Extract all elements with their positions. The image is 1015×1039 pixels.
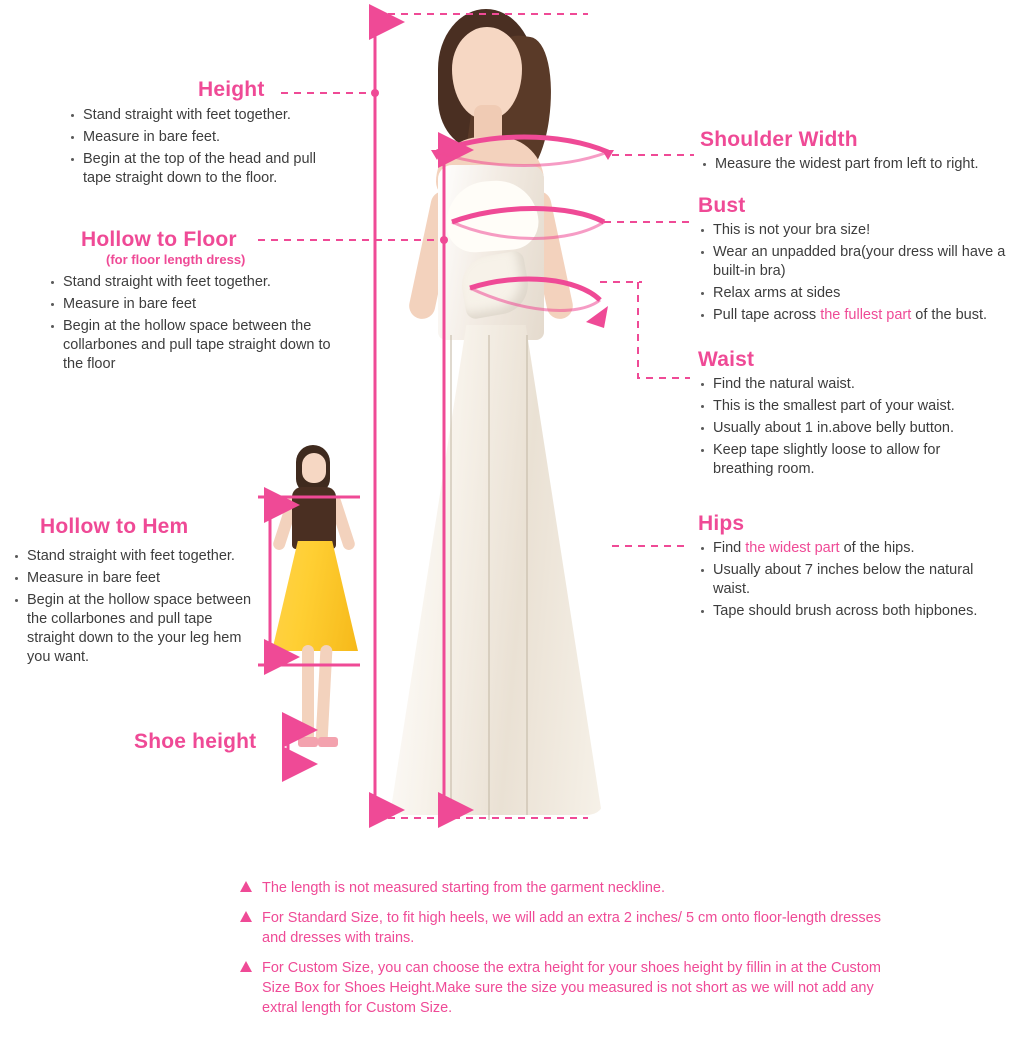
hips-bullets — [698, 539, 1003, 621]
height-bullets — [68, 106, 348, 188]
hollow-to-hem-bullets — [12, 547, 257, 667]
list-item: Measure in bare feet. — [68, 128, 348, 147]
waist-title: Waist — [698, 348, 755, 371]
model-skirt-fold — [450, 335, 452, 815]
list-item: Measure in bare feet — [48, 295, 333, 314]
model-long-dress — [380, 5, 620, 825]
small-model-leg-left — [302, 645, 314, 745]
small-model-torso — [292, 487, 336, 549]
hips-first-highlight: the widest part — [745, 540, 840, 556]
warning-triangle-icon — [240, 881, 252, 892]
note-text: For Standard Size, to fit high heels, we will add an extra 2 inches/ 5 cm onto floor-length dresses and dresses with trains. — [262, 910, 881, 946]
shoe-height-title: Shoe height — [134, 730, 257, 753]
model-short-dress — [256, 445, 376, 765]
small-model-shoe-right — [318, 737, 338, 747]
hollow-to-floor-title: Hollow to Floor — [81, 228, 237, 251]
model-skirt-fold — [526, 335, 528, 815]
list-item: Begin at the hollow space between the collarbones and pull tape straight down to the floor — [48, 317, 333, 374]
list-item: Measure in bare feet — [12, 569, 257, 588]
section-shoulder-width — [700, 128, 1010, 177]
section-waist — [698, 348, 1003, 482]
hollow-to-floor-subtitle: (for floor length dress) — [106, 252, 246, 267]
hips-first-post: of the hips. — [839, 540, 915, 556]
list-item: Find the natural waist. — [698, 375, 1003, 394]
section-shoe-height — [134, 730, 256, 754]
bust-title: Bust — [698, 194, 746, 217]
hips-title: Hips — [698, 512, 745, 535]
section-hollow-to-hem — [12, 515, 257, 670]
small-model-skirt — [272, 541, 358, 651]
list-item-hips-widest — [698, 539, 1003, 558]
list-item: Usually about 7 inches below the natural waist. — [698, 561, 1003, 599]
small-model-shoe-left — [298, 737, 318, 747]
section-height — [68, 78, 348, 191]
note-item — [240, 878, 900, 898]
list-item: Begin at the hollow space between the collarbones and pull tape straight down to the your leg hem you want. — [12, 591, 257, 667]
list-item: Relax arms at sides — [698, 284, 1010, 303]
bust-last-highlight: the fullest part — [820, 307, 912, 323]
note-text: For Custom Size, you can choose the extra height for your shoes height by fillin in at the Custom Size Box for Shoes Height.Make sure the size you measured is not short as we will not add any extral length for Custom Size. — [262, 960, 881, 1016]
list-item-bust-fullest — [698, 306, 1010, 325]
shoulder-width-bullets — [700, 155, 1010, 174]
warning-triangle-icon — [240, 961, 252, 972]
note-text: The length is not measured starting from the garment neckline. — [262, 880, 665, 896]
bust-bullets — [698, 221, 1010, 325]
list-item: This is not your bra size! — [698, 221, 1010, 240]
list-item: Usually about 1 in.above belly button. — [698, 419, 1003, 438]
footer-notes — [240, 878, 900, 1028]
note-item — [240, 958, 900, 1018]
list-item: Tape should brush across both hipbones. — [698, 602, 1003, 621]
waist-bullets — [698, 375, 1003, 479]
bust-last-pre: Pull tape across — [713, 307, 821, 323]
section-bust — [698, 194, 1010, 328]
list-item: Wear an unpadded bra(your dress will have a built-in bra) — [698, 243, 1010, 281]
list-item: Stand straight with feet together. — [12, 547, 257, 566]
hollow-to-floor-bullets — [48, 273, 333, 374]
list-item: Begin at the top of the head and pull tape straight down to the floor. — [68, 150, 348, 188]
shoulder-width-title: Shoulder Width — [700, 128, 858, 151]
small-model-face — [302, 453, 326, 483]
section-hollow-to-floor — [48, 228, 333, 377]
list-item: This is the smallest part of your waist. — [698, 397, 1003, 416]
height-title: Height — [198, 78, 265, 101]
section-hips — [698, 512, 1003, 624]
model-skirt-fold — [488, 335, 490, 820]
model-skirt — [390, 325, 602, 815]
list-item: Stand straight with feet together. — [48, 273, 333, 292]
list-item: Measure the widest part from left to right. — [700, 155, 1010, 174]
note-item — [240, 908, 900, 948]
warning-triangle-icon — [240, 911, 252, 922]
hollow-to-hem-title: Hollow to Hem — [40, 515, 189, 538]
hips-first-pre: Find — [713, 540, 746, 556]
small-model-leg-right — [315, 645, 332, 745]
bust-last-post: of the bust. — [911, 307, 988, 323]
list-item: Stand straight with feet together. — [68, 106, 348, 125]
list-item: Keep tape slightly loose to allow for breathing room. — [698, 441, 1003, 479]
